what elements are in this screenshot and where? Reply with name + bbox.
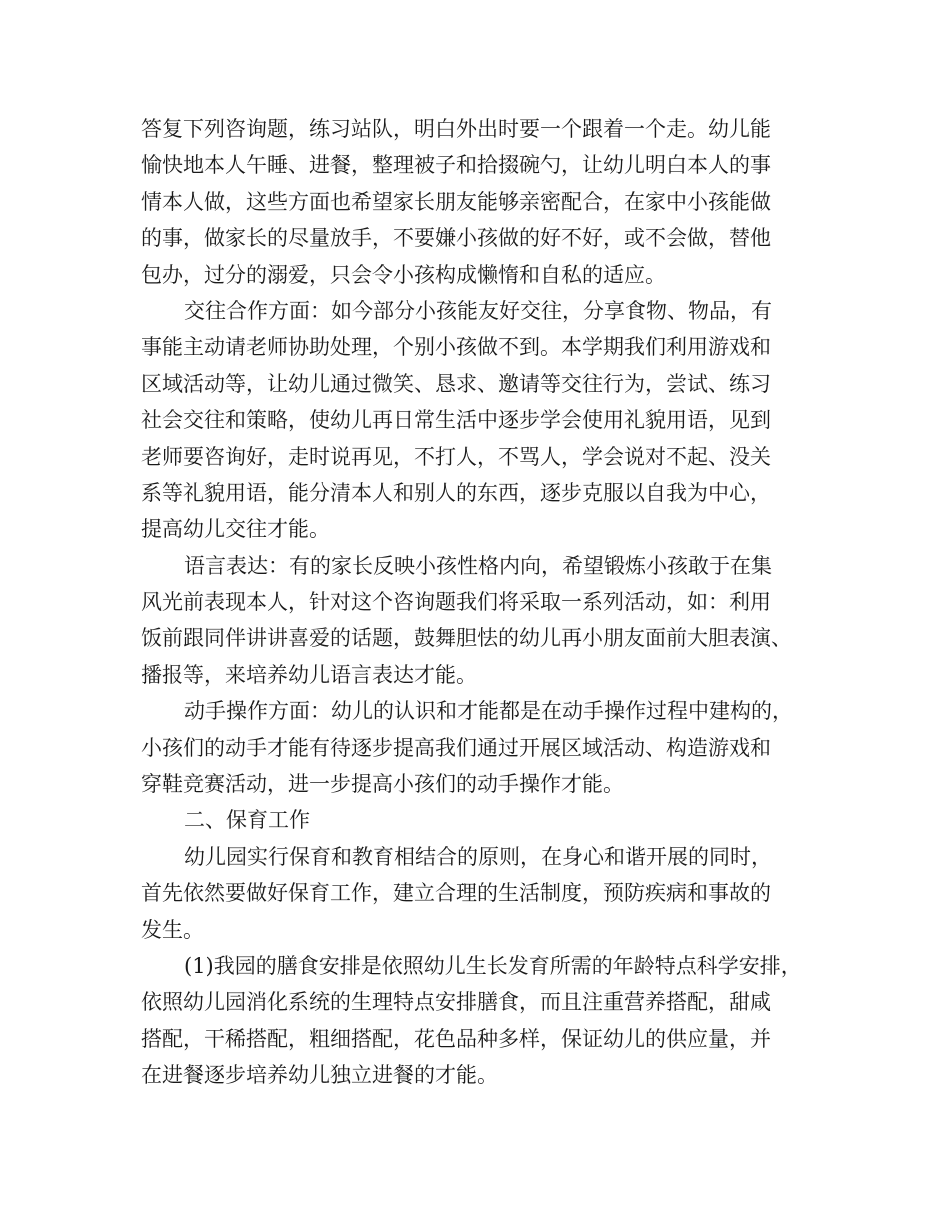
text-line: 愉快地本人午睡、进餐，整理被子和拾掇碗勺，让幼儿明白本人的事 (141, 153, 771, 178)
text-line: 穿鞋竞赛活动，进一步提高小孩们的动手操作才能。 (141, 772, 624, 797)
text-line: 发生。 (141, 917, 204, 942)
paragraph-start-line: 语言表达：有的家长反映小孩性格内向，希望锻炼小孩敢于在集 (184, 553, 772, 578)
text-line: 小孩们的动手才能有待逐步提高我们通过开展区域活动、构造游戏和 (141, 735, 771, 760)
text-line: 区域活动等，让幼儿通过微笑、恳求、邀请等交往行为，尝试、练习 (141, 371, 771, 396)
text-line: 风光前表现本人，针对这个咨询题我们将采取一系列活动，如：利用 (141, 590, 771, 615)
paragraph-start-line: 交往合作方面：如今部分小孩能友好交往，分享食物、物品，有 (184, 298, 772, 323)
paragraph-start-line: 幼儿园实行保育和教育相结合的原则，在身心和谐开展的同时， (184, 844, 772, 869)
text-line: 情本人做，这些方面也希望家长朋友能够亲密配合，在家中小孩能做 (141, 189, 771, 214)
section-heading: 二、保育工作 (184, 808, 310, 833)
text-line: 播报等，来培养幼儿语言表达才能。 (141, 662, 477, 687)
text-line: 系等礼貌用语，能分清本人和别人的东西，逐步克服以自我为中心， (141, 480, 771, 505)
text-line: 事能主动请老师协助处理，个别小孩做不到。本学期我们利用游戏和 (141, 335, 771, 360)
text-line: 答复下列咨询题，练习站队，明白外出时要一个跟着一个走。幼儿能 (141, 117, 771, 141)
text-line: 社会交往和策略，使幼儿再日常生活中逐步学会使用礼貌用语，见到 (141, 408, 771, 433)
text-line: 搭配，干稀搭配，粗细搭配，花色品种多样，保证幼儿的供应量，并 (141, 1026, 771, 1051)
text-line: 依照幼儿园消化系统的生理特点安排膳食，而且注重营养搭配，甜咸 (141, 990, 771, 1015)
text-line: 的事，做家长的尽量放手，不要嫌小孩做的好不好，或不会做，替他 (141, 226, 771, 251)
text-line: 提高幼儿交往才能。 (141, 517, 330, 542)
text-line: 饭前跟同伴讲讲喜爱的话题，鼓舞胆怯的幼儿再小朋友面前大胆表演、 (141, 626, 792, 651)
document-body (141, 111, 813, 1094)
text-line: 老师要咨询好，走时说再见，不打人，不骂人，学会说对不起、没关 (141, 444, 771, 469)
text-line: 包办，过分的溺爱，只会令小孩构成懒惰和自私的适应。 (141, 262, 666, 287)
text-line: 首先依然要做好保育工作，建立合理的生活制度，预防疾病和事故的 (141, 881, 771, 906)
text-line: 在进餐逐步培养幼儿独立进餐的才能。 (141, 1063, 498, 1088)
paragraph-start-line: (1)我园的膳食安排是依照幼儿生长发育所需的年龄特点科学安排， (184, 953, 802, 978)
paragraph-start-line: 动手操作方面：幼儿的认识和才能都是在动手操作过程中建构的， (184, 699, 793, 724)
